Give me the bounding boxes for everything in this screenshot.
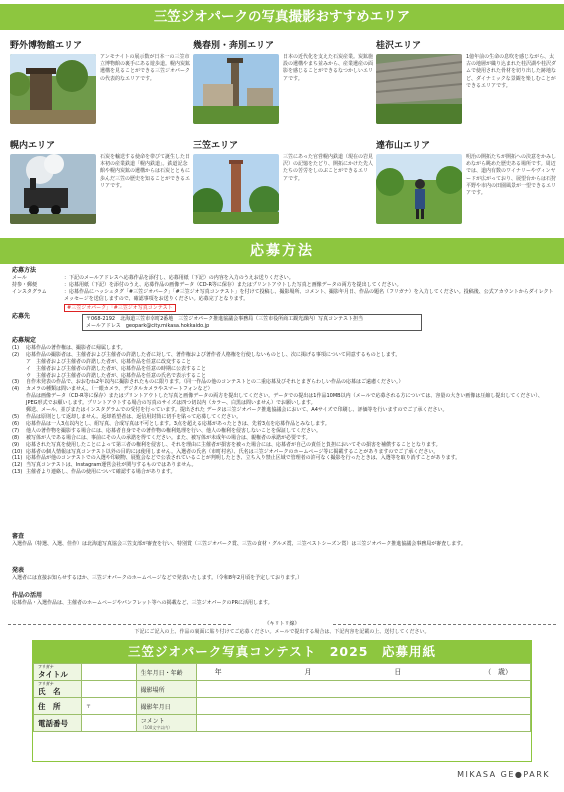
area-photo [376,154,462,224]
rule-item [12,393,554,407]
rule-text: 当写真コンテストは、Instagram運営会社が関与するものではありません。 [26,462,197,469]
apply-key: メール [12,274,27,281]
address-label: 住 所 [34,698,82,715]
rule-text: 応募作品が他のコンテストでの入選や印刷物、展覧会などで公表されていることが判明したとき、立ち入り禁止区域で管理者の許可なく撮影を行ったときは、入選等を取り消すことがあります。 [26,455,461,462]
cut-note: 下記にご記入の上、作品の裏面に貼り付けてご応募ください。メールで提出する場合は、下記内容を記載の上、送付してください。 [134,629,430,635]
apply-row [12,282,554,289]
area-card [376,40,558,135]
rule-text: 応募者の個人情報は写真コンテスト以外の目的には使用しません。入選者の氏名（市町村名）、氏名は三笠ジオパークのホームページ等に掲載することがありますのでご了承ください。 [26,448,439,455]
rule-number [12,373,26,380]
rule-text: 応募作品は一人3点以内とし、組写真、合成写真は不可とします。3点を超える応募があったときは、先着3点を応募作品とみなします。 [26,420,330,427]
comment-label: コメント [140,718,165,725]
title-field[interactable] [82,664,137,681]
hashtag-box: #三笠ジオパーク」「#三笠ジオ写真コンテスト [64,304,176,313]
brand-logo: MIKASA GE●PARK [457,770,550,779]
name-label-cell [34,681,82,698]
area-card [193,140,375,235]
form-table [33,663,531,732]
rule-number [12,366,26,373]
date-label: 撮影年月日 [136,698,196,715]
rule-item [12,345,554,352]
rule-number: (12) [12,462,23,469]
rule-item [12,407,554,414]
announce-heading: 発表 [12,567,25,574]
destination-section [12,313,554,329]
rule-number: (10) [12,448,23,455]
birth-label: 生年月日・年齢 [136,664,196,681]
announce-section [12,568,554,582]
area-photo [10,54,96,124]
age-close: 歳） [497,668,512,676]
area-photo [376,54,462,124]
usage-heading: 作品の活用 [12,592,43,599]
name-field[interactable] [82,681,137,698]
area-description: 日本の近代化を支えた石炭産業。炭鉱施設の遺構やまち並みから、産業遺産の面影を感じることができるなつかしいエリアです。 [283,54,374,82]
apply-value: ：応募用紙（下記）を添付のうえ、応募作品の画像データ（CD-R等に保存）またはプリントアウトした写真と画像データの両方を提出してください。 [64,281,402,288]
area-description: 三笠にあった官営幌内鉄道（現在の岩見沢）の記憶をたどり、開拓にかけた先人たちの苦労をしのぶことができるエリアです。 [283,154,374,182]
page-title-band [0,4,564,30]
area-description: 石炭を輸送する使命を帯びて誕生した日本初の産業鉄道「幌内鉄道」。鉄道記念館や幌内炭鉱の遺構からは石炭とともに歩んだ三笠の歴史を知ることができるエリアです。 [100,154,191,189]
area-title: 桂沢エリア [376,41,422,51]
apply-key: 持参・郵便 [12,281,38,288]
rule-text: カメラの種類は問いません。（一眼カメラ、デジタルカメラやスマートフォンなど） [26,386,213,393]
rule-text: 他人の著作物を撮影する場合には、応募者自身でその著作物の権利処理を行い、他人の権利を侵害しないことを保証してください。 [26,427,322,434]
area-title: 達布山エリア [376,141,431,151]
rules-section [12,338,554,476]
announce-text: 入選者には直接お知らせするほか、三笠ジオパークのホームページなどで発表いたします。（令和8年2月頃を予定しております。） [12,574,303,581]
judging-section [12,534,554,548]
furigana-label: フリガナ [38,681,54,686]
rule-text: 応募作品の撮影者は、主催者および主催者の許諾した者に対して、著作権および著作者人格権を行使しないものとし、次に掲げる事項について同意するものとします。 [26,351,401,358]
apply-heading: 応募方法 [12,267,37,274]
rules-heading: 応募規定 [12,337,37,344]
rule-text: 応募作品の著作権は、撮影者に帰属します。 [26,344,126,351]
rule-item [12,428,554,435]
page-title: 三笠ジオパークの写真撮影おすすめエリア [153,9,411,25]
rule-number [12,359,26,366]
area-title: 幾春別・奔別エリア [193,41,275,51]
title-label-cell [34,664,82,681]
address-field[interactable] [82,698,137,715]
destination-label: 応募先 [12,313,31,320]
phone-label: 電話番号 [34,715,82,732]
apply-section [12,268,554,312]
place-label: 撮影場所 [136,681,196,698]
area-title: 幌内エリア [10,141,56,151]
rules-list [12,345,554,476]
rule-number: (2) [12,351,20,358]
rule-number: (9) [12,441,20,448]
birth-day: 日 [394,668,402,676]
rule-item [12,414,554,421]
area-photo [10,154,96,224]
rule-number: (1) [12,344,20,351]
rule-text: 応募された写真を使用したことによって第三者の権利を侵害し、それを理由に主催者が損害を被った場合には、応募者が自己の責任と負担においてその損害を補償することとなります。 [26,441,441,448]
furigana-label: フリガナ [38,664,54,669]
rule-text: ア 主催者および主催者の許諾した者が、応募作品を任意に改変すること [26,358,192,365]
rule-text: 主催者より連絡し、作品の使用について確認する場合があります。 [26,469,176,476]
area-photo [193,154,279,224]
rule-item [12,442,554,449]
rule-text: 作品は原則として返却しません。返却希望者は、返信用封筒に切手を貼って応募してください。 [26,413,242,420]
area-description: 明治の開拓たちが開拓への決意をかみしめながら眺めた歴史ある場所です。周辺では、道内有数のワイナリーやヴィンヤードが広がっており、展望台からは石狩平野や市内の田園風景が一望できるエリアです。 [466,154,557,197]
rule-number: (13) [12,469,23,476]
comment-field[interactable] [196,715,530,732]
rule-text: 作品は画像データ（CD-R等に保存）またはプリントアウトした写真と画像データの両方を提出してください。データでの提出は1作品10MB以内（メールで応募される方については、容量の大きい画像は圧縮し提出してください）、JPEG形式でお願いします。プリントアウトする場合の写真のサイズは四つ切以内（カラー、白黒は問いません）でお願いします。 [26,393,543,407]
date-field[interactable] [196,698,530,715]
rule-number: (6) [12,420,20,427]
place-field[interactable] [196,681,530,698]
rule-number: (4) [12,386,20,393]
hashtag-row [12,304,554,313]
rule-item [12,421,554,428]
usage-section [12,593,554,607]
area-title: 野外博物館エリア [10,41,83,51]
comment-label-cell [136,715,196,732]
rule-text: 被写体が人である場合には、事前にその人の承諾を得てください。また、被写体が未成年の場合は、親権者の承諾が必要です。 [26,434,311,441]
area-card [10,40,192,135]
birth-month: 月 [304,668,312,676]
birth-field[interactable] [196,664,530,681]
usage-text: 応募作品・入選作品は、主催者のホームページやパンフレット等への掲載など、三笠ジオパークのPRに活用します。 [12,599,273,606]
rule-number: (8) [12,434,20,441]
rule-item [12,359,554,366]
judging-heading: 審査 [12,533,25,540]
area-title: 三笠エリア [193,141,239,151]
area-description: アンモナイトの展示数が日本一の三笠市立博物館の裏手にある遊歩道。幌内炭鉱遺構を見ることができる三笠ジオパークの代表的なエリアです。 [100,54,191,82]
rule-item [12,366,554,373]
apply-row [12,289,554,303]
rule-number: (11) [12,455,23,462]
title-label: タイトル [38,670,68,679]
apply-value: ：応募作品にハッシュタグ「#三笠ジオパーク」「#三笠ジオ写真コンテスト」を付けて投稿し、撮影場所、コメント、撮影年月日、作品の題名（フリガナ）を入力してください。投稿後、公式アカウントからダイレクトメッセージを送信しますので、確認事項をお送りください。応募完了となります。 [64,288,554,302]
postal-mark: 〒 [86,704,92,710]
judging-text: 入選作品（特選、入選、佳作）は北海道写真協会三笠支部が審査を行い、特別賞（三笠ジオパーク賞、三笠の食材・グルメ賞、三笠ベストシーズン賞）は三笠ジオパーク推進協議会事務局が審査します。 [12,540,466,547]
rule-text: ウ 主催者および主催者の許諾した者が、応募作品を任意の氏名で表示すること [26,372,207,379]
rule-number [12,407,26,414]
apply-band-title: 応募方法 [250,243,314,259]
destination-box [82,314,422,331]
rule-number: (7) [12,427,20,434]
destination-address: 〒068-2192 北海道三笠市幸町2番地 三笠ジオパーク推進協議会事務局（三笠市役所商工観光課内）写真コンテスト担当 [86,316,363,322]
apply-value: ：下記のメールアドレスへ応募作品を添付し、応募用紙（下記）の内容を入力のうえお送りください。 [64,274,294,281]
apply-key: インスタグラム [12,288,47,295]
rule-number: (3) [12,379,20,386]
birth-year: 年 [214,668,222,676]
rule-item [12,469,554,476]
rule-text: 自作未発表の作品で、おおむね2年以内に撮影されたものに限ります。（同一作品の他のコンテストとの二重応募及びそれとまぎらわしい作品の応募はご遠慮ください。） [26,379,404,386]
comment-note: （100文字以内） [140,725,173,730]
apply-band [0,238,564,264]
rule-number [12,393,26,407]
entry-form [32,640,532,762]
area-card [376,140,558,235]
apply-row [12,275,554,282]
age-open: （ [484,668,492,676]
rule-text: イ 主催者および主催者の許諾した者が、応募作品を任意の時期に公表すること [26,365,207,372]
destination-email: メールアドレス geopark@city.mikasa.hokkaido.jp [86,322,210,329]
area-description: 1億年前の生命の息吹を感じながら、太古の地層が織り込まれた桂沢湖や桂沢ダムで使用された骨材を切り出した跡地など、ダイナミックな景観を楽しむことができるエリアです。 [466,54,557,89]
area-photo [193,54,279,124]
rule-item [12,435,554,442]
rule-text: 郵送、メール、並びまたはインスタグラムでの受付を行っています。提出された データは三笠ジオパーク推進協議会において、A4サイズで印刷し、評価等を行いますのでご了承ください。 [26,407,448,414]
rule-number: (5) [12,413,20,420]
form-title: 三笠ジオパーク写真コンテスト 2025 応募用紙 [33,641,531,663]
area-card [10,140,192,235]
cut-label: 《キリトリ線》 [232,620,332,627]
name-label: 氏 名 [38,687,61,696]
rule-item [12,352,554,359]
phone-field[interactable] [82,715,137,732]
area-card [193,40,375,135]
